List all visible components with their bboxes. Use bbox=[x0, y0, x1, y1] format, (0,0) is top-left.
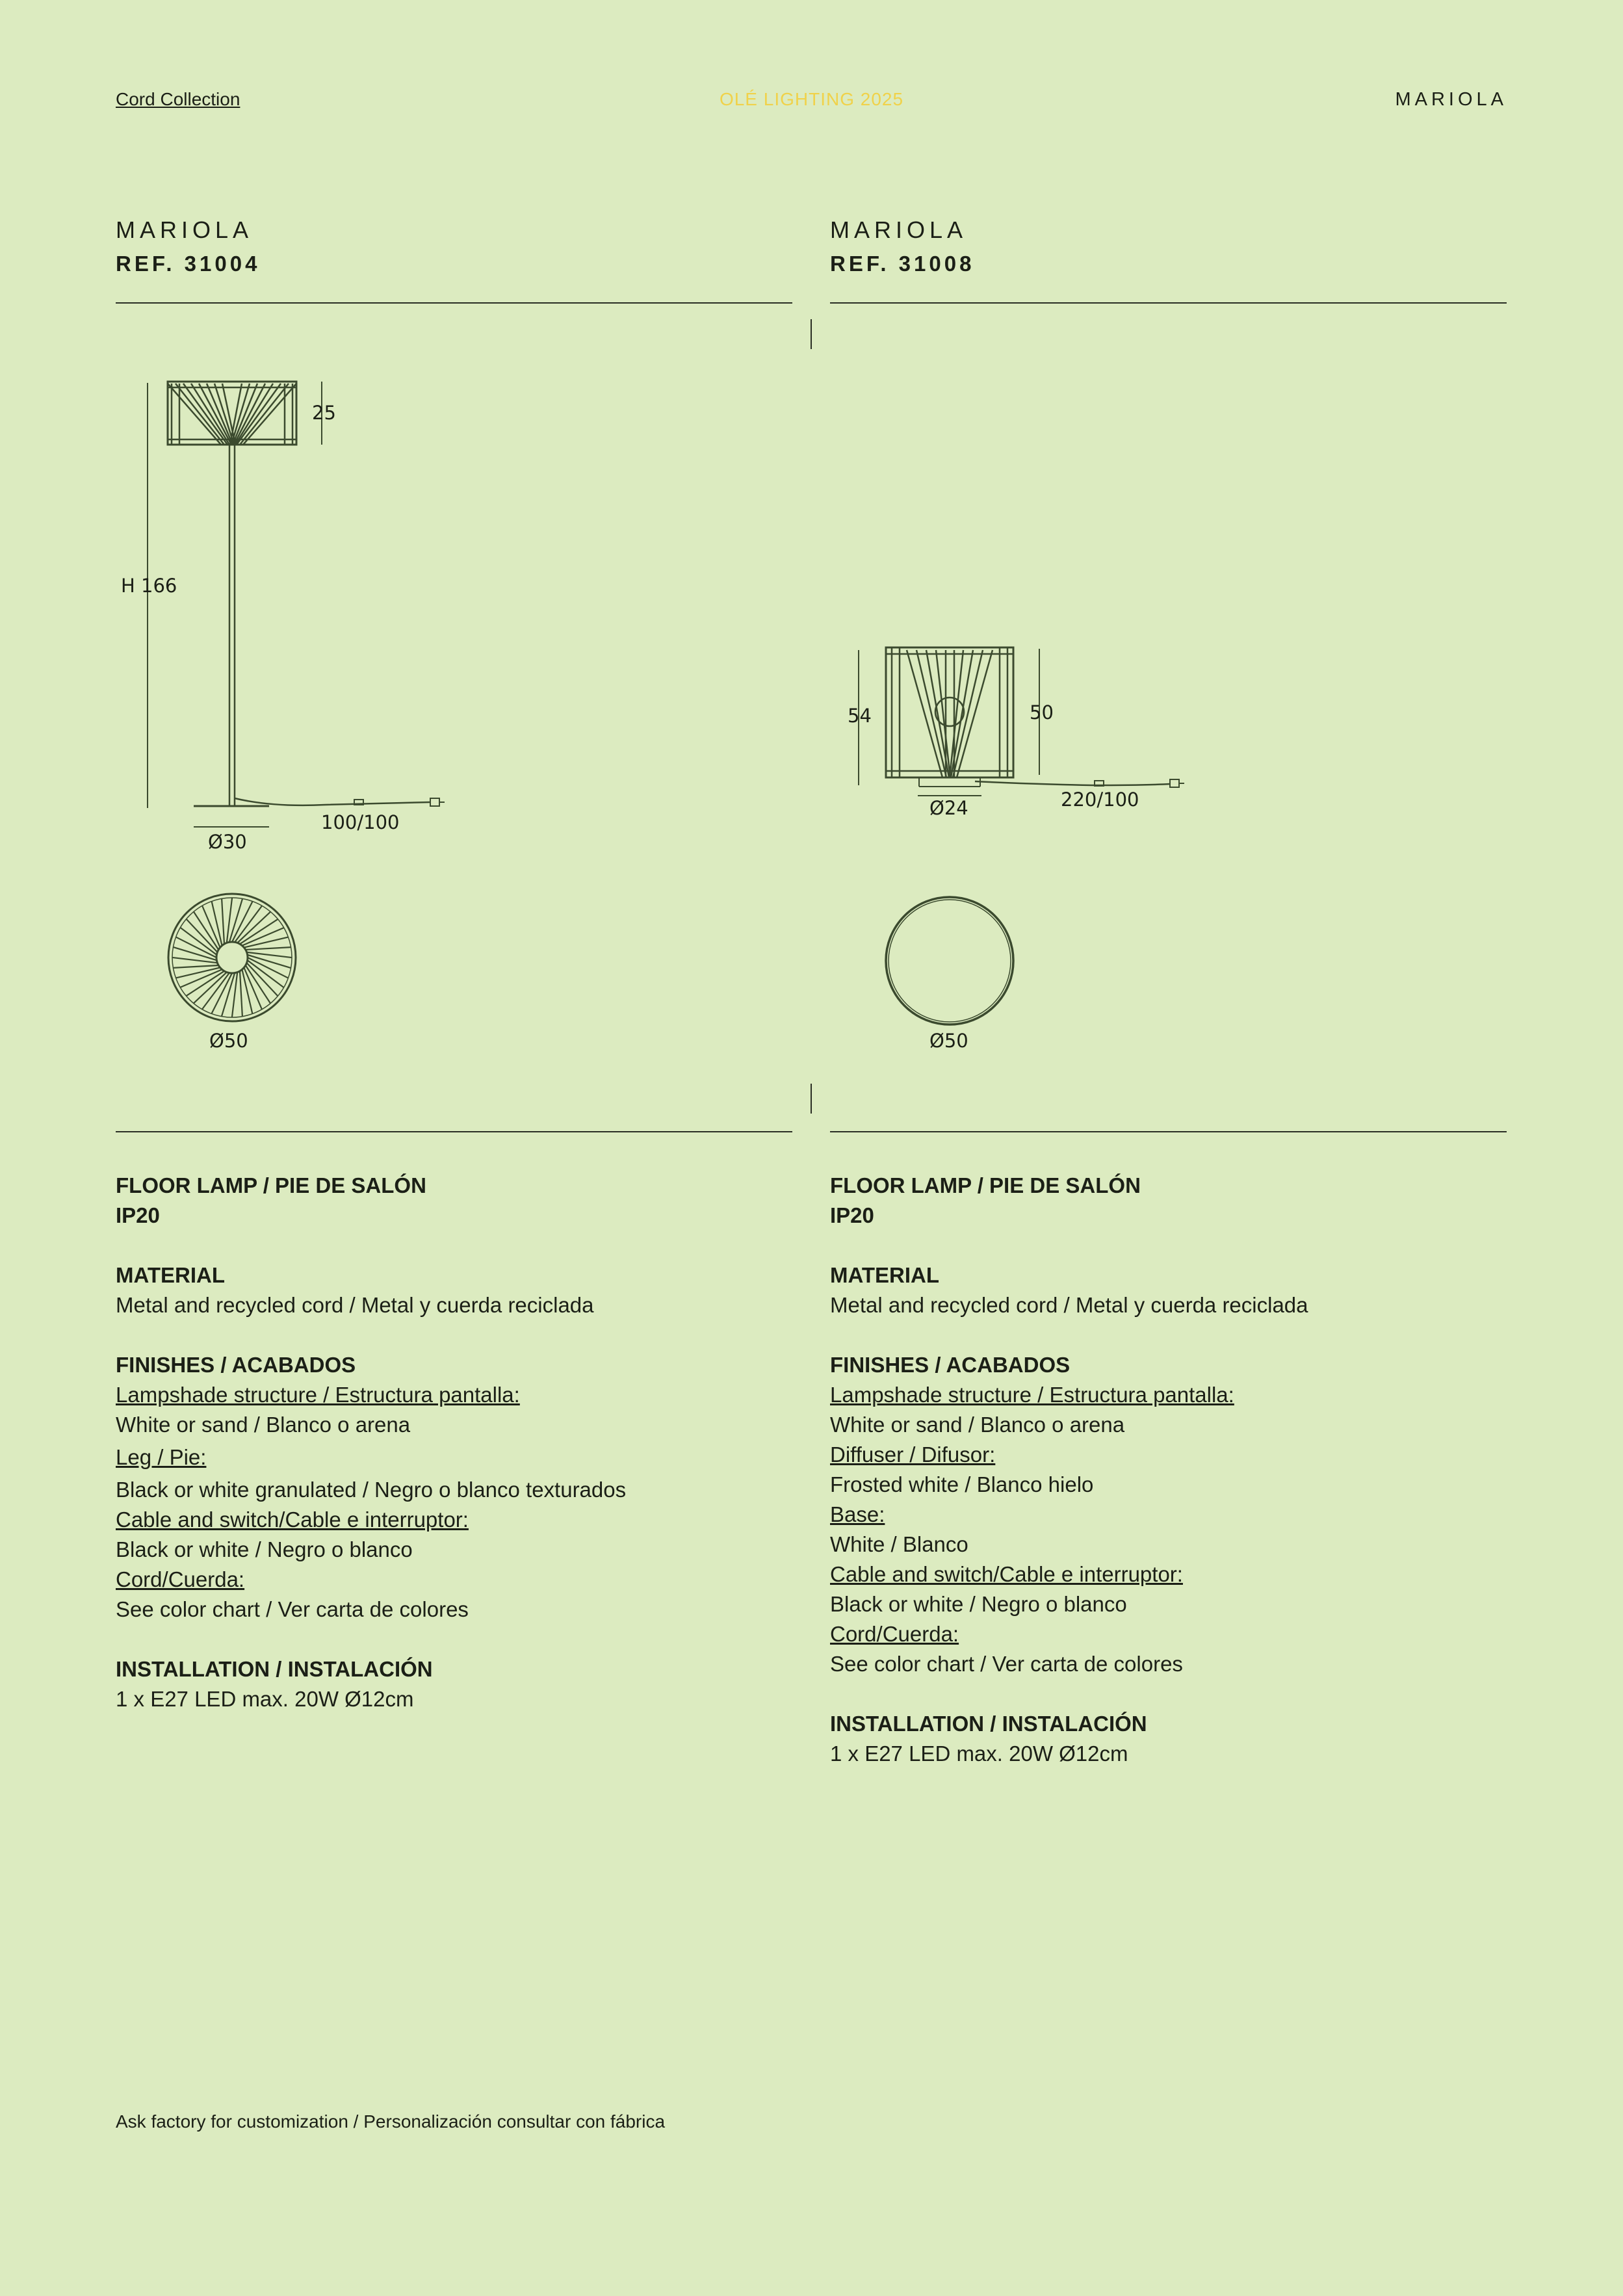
dim-shade-diameter-31008: Ø50 bbox=[929, 1030, 968, 1052]
dim-total-height-31004: H 166 bbox=[121, 575, 177, 597]
finish-label: Base: bbox=[830, 1502, 885, 1526]
dim-shade-diameter-31004: Ø50 bbox=[209, 1030, 248, 1052]
installation-title: INSTALLATION / INSTALACIÓN bbox=[116, 1657, 433, 1681]
spec-block-31008 bbox=[830, 1171, 1506, 1769]
finish-value: Black or white / Negro o blanco bbox=[830, 1592, 1127, 1616]
material-title: MATERIAL bbox=[830, 1263, 940, 1287]
center-tick bbox=[811, 1084, 812, 1114]
dim-base-diameter-31004: Ø30 bbox=[208, 831, 247, 853]
finish-label: Cable and switch/Cable e interruptor: bbox=[116, 1507, 469, 1532]
installation-title: INSTALLATION / INSTALACIÓN bbox=[830, 1712, 1147, 1736]
finish-value: See color chart / Ver carta de colores bbox=[116, 1597, 469, 1621]
dim-base-diameter-31008: Ø24 bbox=[929, 797, 968, 819]
spec-block-31004 bbox=[116, 1171, 792, 1714]
finish-value: White / Blanco bbox=[830, 1532, 968, 1556]
finish-value: See color chart / Ver carta de colores bbox=[830, 1652, 1183, 1676]
material-value: Metal and recycled cord / Metal y cuerda reciclada bbox=[116, 1293, 594, 1317]
dim-shade-height-31008: 50 bbox=[1030, 701, 1054, 724]
divider bbox=[116, 1131, 792, 1132]
footer-note: Ask factory for customization / Personalización consultar con fábrica bbox=[116, 2111, 666, 2132]
finish-value: White or sand / Blanco o arena bbox=[116, 1413, 411, 1437]
finish-label: Leg / Pie: bbox=[116, 1445, 207, 1469]
finish-label: Cord/Cuerda: bbox=[830, 1622, 959, 1646]
material-value: Metal and recycled cord / Metal y cuerda reciclada bbox=[830, 1293, 1308, 1317]
product-title: MARIOLA bbox=[1395, 89, 1507, 110]
finishes-title: FINISHES / ACABADOS bbox=[830, 1353, 1071, 1377]
product-2-ref: REF. 31008 bbox=[830, 252, 975, 276]
finish-label: Lampshade structure / Estructura pantalla: bbox=[830, 1383, 1234, 1407]
collection-link[interactable]: Cord Collection bbox=[116, 89, 240, 109]
finish-value: Frosted white / Blanco hielo bbox=[830, 1472, 1094, 1496]
shade-cords bbox=[886, 647, 1013, 777]
divider bbox=[830, 1131, 1507, 1132]
finish-value: Black or white / Negro o blanco bbox=[116, 1537, 413, 1561]
product-2-name: MARIOLA bbox=[830, 216, 968, 243]
product-1-name: MARIOLA bbox=[116, 216, 253, 243]
product-type: FLOOR LAMP / PIE DE SALÓN bbox=[830, 1173, 1141, 1197]
finish-label: Cord/Cuerda: bbox=[116, 1567, 245, 1591]
finish-label: Cable and switch/Cable e interruptor: bbox=[830, 1562, 1183, 1586]
finish-label: Lampshade structure / Estructura pantalla: bbox=[116, 1383, 520, 1407]
dim-shade-height-31004: 25 bbox=[312, 402, 336, 424]
finishes-title: FINISHES / ACABADOS bbox=[116, 1353, 356, 1377]
dim-cable-31004: 100/100 bbox=[321, 811, 400, 833]
material-title: MATERIAL bbox=[116, 1263, 226, 1287]
brand-title: OLÉ LIGHTING 2025 bbox=[719, 89, 904, 109]
finish-value: White or sand / Blanco o arena bbox=[830, 1413, 1125, 1437]
finish-value: Black or white granulated / Negro o blanco texturados bbox=[116, 1478, 627, 1502]
dim-cable-31008: 220/100 bbox=[1061, 789, 1139, 811]
product-type: FLOOR LAMP / PIE DE SALÓN bbox=[116, 1173, 426, 1197]
installation-value: 1 x E27 LED max. 20W Ø12cm bbox=[116, 1687, 414, 1711]
ip-rating: IP20 bbox=[830, 1203, 874, 1227]
dim-total-height-31008: 54 bbox=[848, 705, 872, 727]
product-1-ref: REF. 31004 bbox=[116, 252, 261, 276]
installation-value: 1 x E27 LED max. 20W Ø12cm bbox=[830, 1742, 1128, 1766]
finish-label: Diffuser / Difusor: bbox=[830, 1442, 996, 1467]
ip-rating: IP20 bbox=[116, 1203, 160, 1227]
